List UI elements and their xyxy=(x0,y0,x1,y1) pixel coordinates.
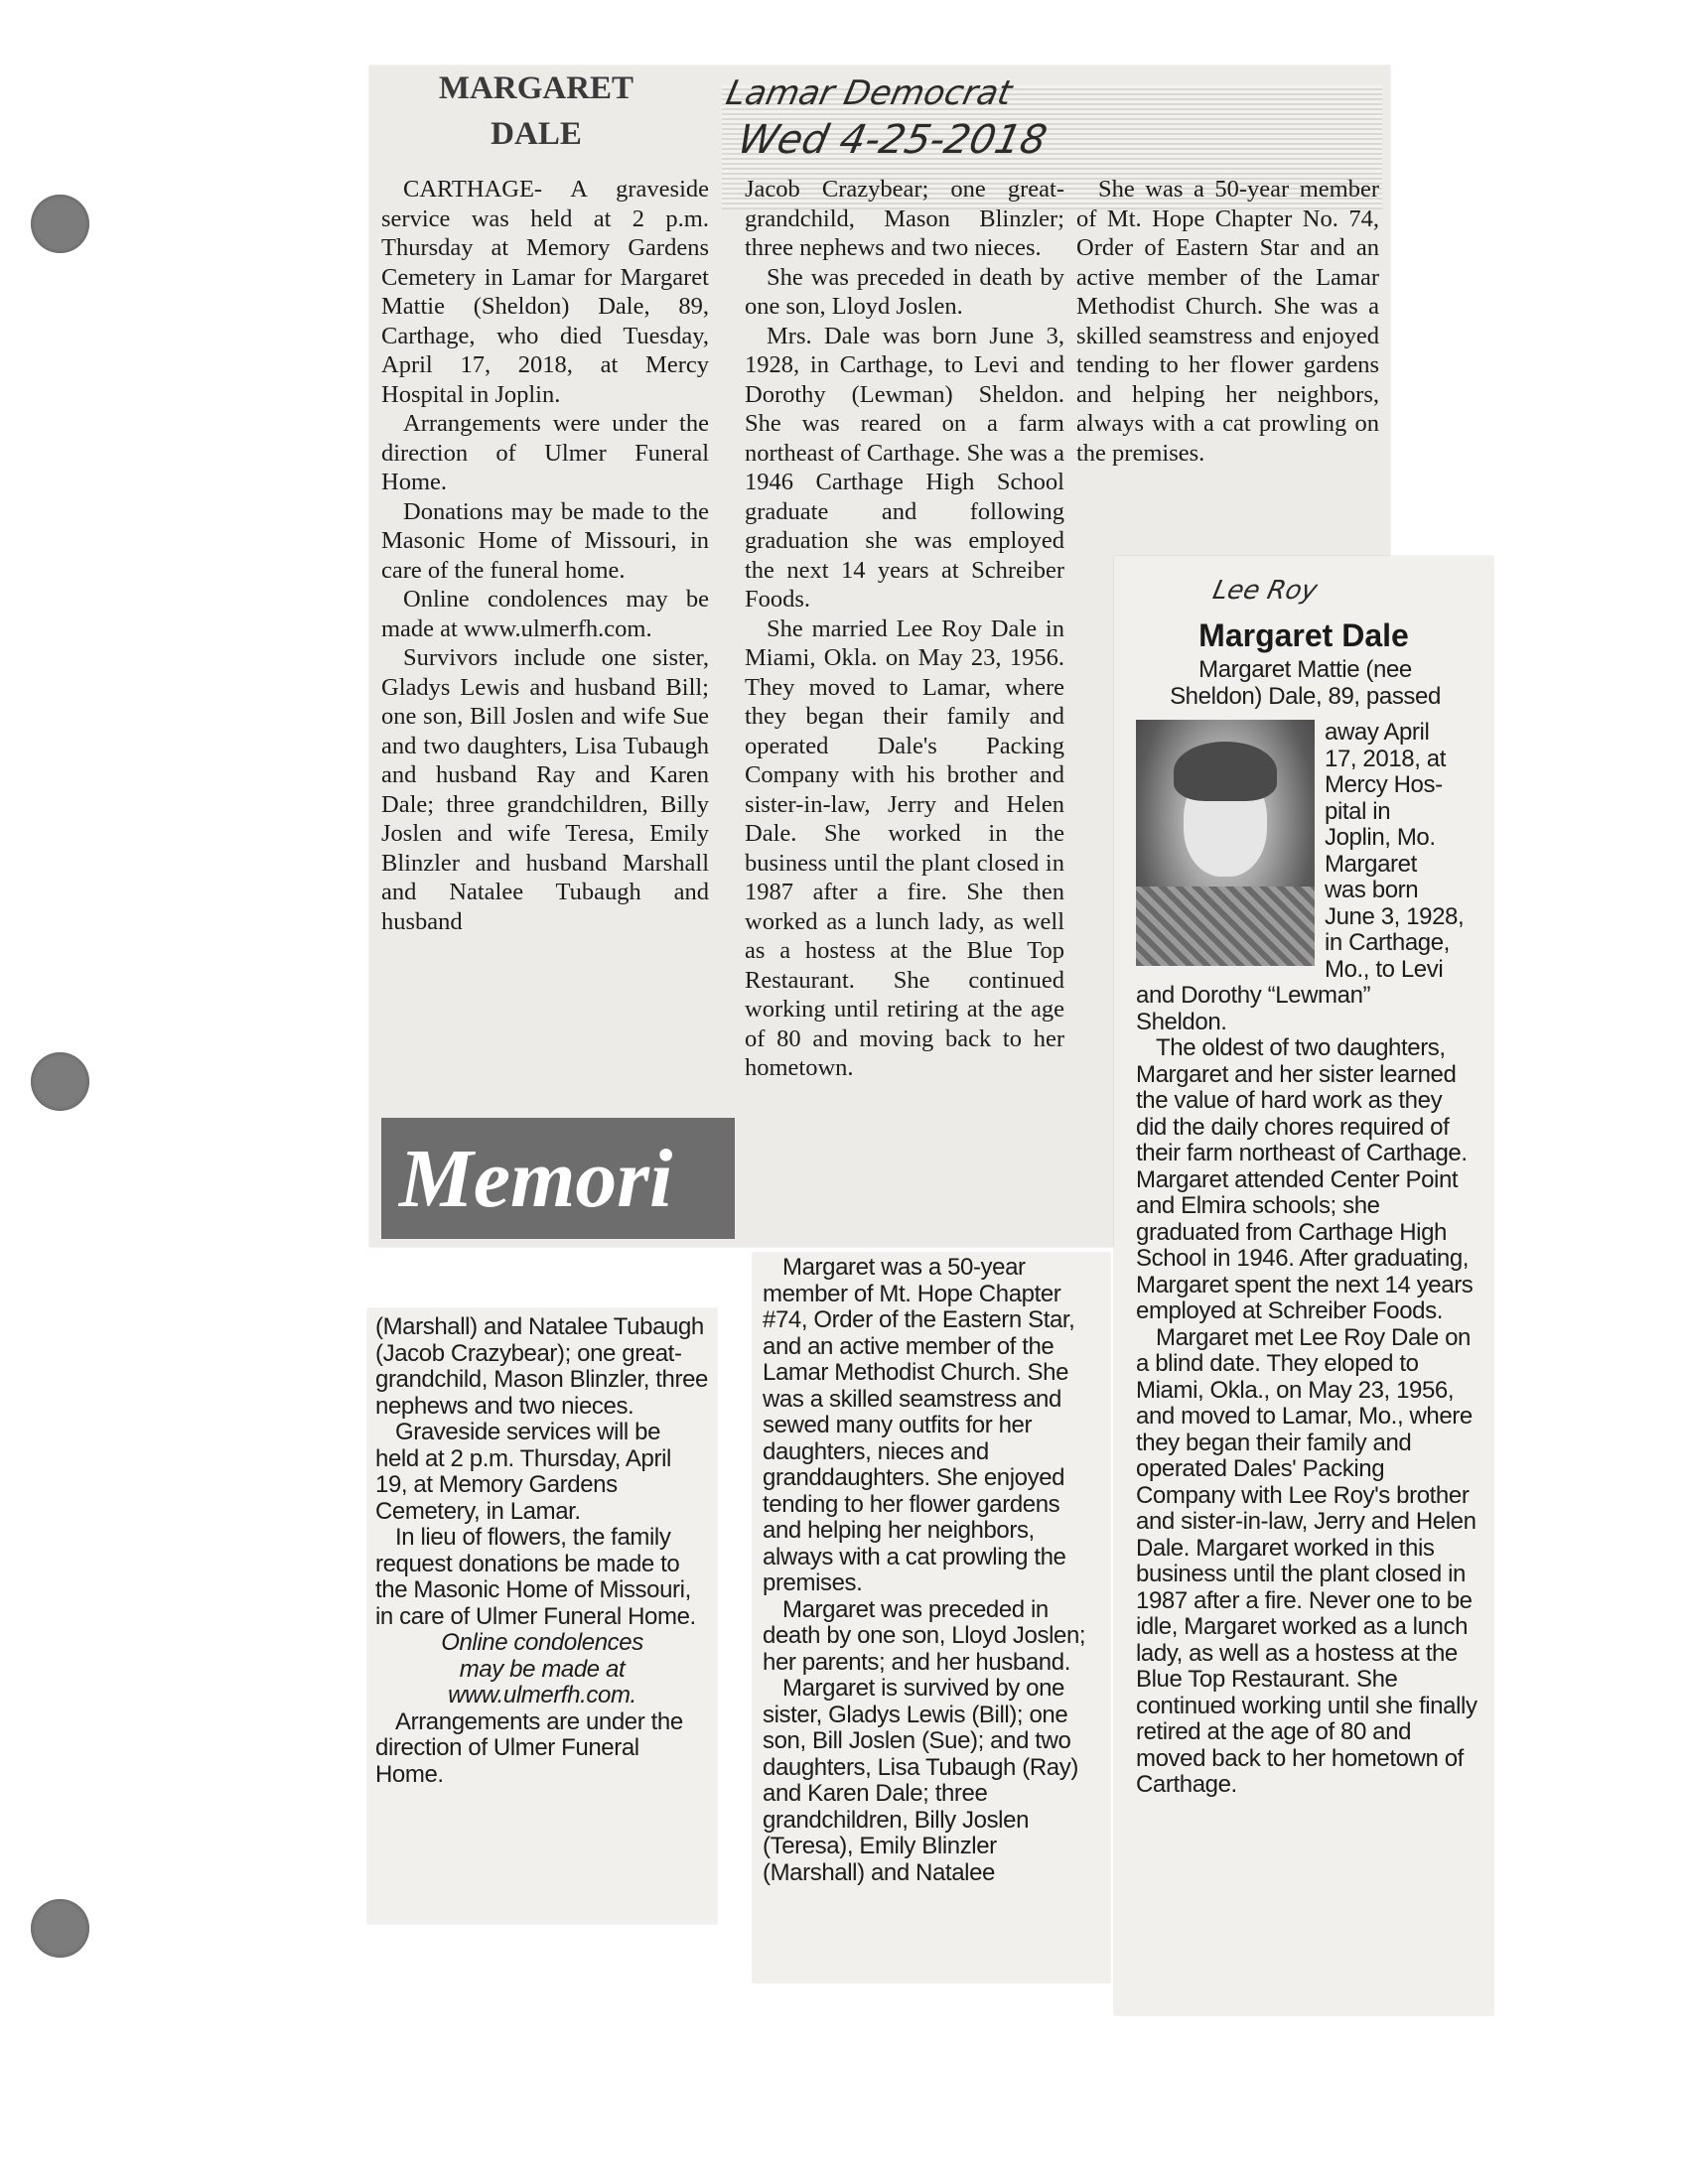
binder-hole-bottom xyxy=(31,1899,89,1958)
paragraph: In lieu of flowers, the family request donations be made to the Masonic Home of Missouri, in care of Ulmer Funeral Home. xyxy=(375,1524,696,1630)
memorial-banner xyxy=(381,1118,735,1239)
paragraph: (Marshall) and Natalee Tubaugh (Jacob Crazybear); one great-grandchild, Mason Blinzler, three nephews and two nieces. xyxy=(375,1313,708,1420)
text-line: Mercy Hos- xyxy=(1325,771,1443,798)
intro-line: Margaret Mattie (nee xyxy=(1198,656,1412,683)
text-line: in Carthage, xyxy=(1325,929,1450,956)
paragraph: Survivors include one sister, Gladys Lewis and husband Bill; one son, Bill Joslen and wife Sue and two daughters, Lisa Tubaugh and husband Ray and Karen Dale; three grandchildren, Billy Joslen and wife Teresa, Emily Blinzler and husband Marshall and Natalee Tubaugh and husband xyxy=(381,644,709,935)
clipping-continuation-left xyxy=(367,1308,717,1924)
binder-hole-top xyxy=(31,195,89,253)
memorial-banner-text: Memori xyxy=(399,1133,673,1225)
binder-hole-middle xyxy=(31,1052,89,1111)
text-line: Mo., to Levi xyxy=(1325,955,1444,983)
text-line: Sheldon. xyxy=(1136,1008,1227,1035)
continuation-column-left xyxy=(375,1314,709,1788)
clipping-continuation-middle xyxy=(753,1253,1110,1982)
paragraph: Margaret met Lee Roy Dale on a blind date. They eloped to Miami, Okla., on May 23, 1956, and moved to Lamar, Mo., where they began their family and operated Dales' Packing Company with Lee Roy's brother and sister-in-law, Jerry and Helen Dale. Margaret worked in this business until the plant closed in 1987 after a fire. Never one to be idle, Margaret worked as a lunch lady, as well as a hostess at the Blue Top Restaurant. She continued working until she finally retired at the age of 80 and moved back to her hometown of Carthage. xyxy=(1136,1323,1477,1798)
portrait-photo xyxy=(1136,720,1315,966)
paragraph: Donations may be made to the Masonic Home of Missouri, in care of the funeral home. xyxy=(381,497,709,584)
continuation-column-middle xyxy=(763,1255,1100,1886)
paragraph: She was preceded in death by one son, Lloyd Joslen. xyxy=(745,263,1064,320)
handwritten-note: Lee Roy xyxy=(1209,576,1321,606)
paragraph: CARTHAGE- A graveside service was held at 2 p.m. Thursday at Memory Gardens Cemetery in Lamar for Margaret Mattie (Sheldon) Dale, 89, Carthage, who died Tuesday, April 17, 2018, at Mercy Hospital in Joplin. xyxy=(381,176,709,408)
text-line: pital in xyxy=(1325,797,1391,825)
obituary-column-3 xyxy=(1076,175,1379,468)
paragraph: She was a 50-year member of Mt. Hope Chapter No. 74, Order of Eastern Star and an active member of the Lamar Methodist Church. She was a skilled seamstress and enjoyed tending to her flower gardens and helping her neighbors, always with a cat prowling on the premises. xyxy=(1076,176,1379,467)
obituary-column-1 xyxy=(381,175,709,936)
text-line: 17, 2018, at xyxy=(1325,745,1446,772)
text-line: was born xyxy=(1325,877,1419,903)
clipping-photo-obituary xyxy=(1114,556,1493,2015)
paragraph: Jacob Crazybear; one great-grandchild, Mason Blinzler; three nephews and two nieces. xyxy=(745,176,1064,261)
intro-line: Sheldon) Dale, 89, passed xyxy=(1170,682,1441,710)
obituary-headline: Margaret Dale xyxy=(1198,617,1409,653)
headline xyxy=(397,66,675,157)
handwritten-date: Wed 4-25-2018 xyxy=(734,117,1052,163)
paragraph: The oldest of two daughters, Margaret and her sister learned the value of hard work as they did the daily chores required of their farm northeast of Carthage. Margaret attended Center Point and Elmira schools; she graduated from Carthage High School in 1946. After graduating, Margaret spent the next 14 years employed at Schreiber Foods. xyxy=(1136,1034,1474,1324)
online-condolences-url: www.ulmerfh.com. xyxy=(448,1682,636,1708)
obituary-column-2 xyxy=(745,175,1064,1083)
text-line: June 3, 1928, xyxy=(1325,902,1465,930)
beside-photo-text xyxy=(1325,720,1483,983)
obituary-body xyxy=(1136,983,1478,1799)
paragraph: Graveside services will be held at 2 p.m. Thursday, April 19, at Memory Gardens Cemetery, in Lamar. xyxy=(375,1419,671,1525)
text-line: Joplin, Mo. xyxy=(1325,824,1436,851)
paragraph: She married Lee Roy Dale in Miami, Okla. on May 23, 1956. They moved to Lamar, where they began their family and operated Dale's Packing Company with his brother and sister-in-law, Jerry and Helen Dale. She worked in the business until the plant closed in 1987 after a fire. She then worked as a lunch lady, as well as a hostess at the Blue Top Restaurant. She continued working until retiring at the age of 80 and moving back to her hometown. xyxy=(745,614,1064,1081)
text-line: away April xyxy=(1325,719,1430,746)
obituary-intro xyxy=(1134,657,1477,710)
paragraph: Margaret is survived by one sister, Gladys Lewis (Bill); one son, Bill Joslen (Sue); and two daughters, Lisa Tubaugh (Ray) and Karen Dale; three grandchildren, Billy Joslen (Teresa), Emily Blinzler (Marshall) and Natalee xyxy=(763,1675,1078,1886)
headline-line-2: DALE xyxy=(491,116,582,152)
text-line: and Dorothy “Lewman” xyxy=(1136,982,1371,1009)
online-condolences-line: may be made at xyxy=(459,1655,626,1683)
paragraph: Margaret was a 50-year member of Mt. Hope Chapter #74, Order of the Eastern Star, and an active member of the Lamar Methodist Church. She was a skilled seamstress and sewed many outfits for her daughters, nieces and granddaughters. She enjoyed tending to her flower gardens and helping her neighbors, always with a cat prowling the premises. xyxy=(763,1254,1075,1596)
paragraph: Arrangements are under the direction of Ulmer Funeral Home. xyxy=(375,1707,683,1788)
portrait-hair xyxy=(1174,742,1277,801)
paragraph: Margaret was preceded in death by one son, Lloyd Joslen; her parents; and her husband. xyxy=(763,1595,1086,1676)
online-condolences-line: Online condolences xyxy=(441,1629,643,1656)
paragraph: Mrs. Dale was born June 3, 1928, in Carthage, to Levi and Dorothy (Lewman) Sheldon. She was reared on a farm northeast of Carthage. She was a 1946 Carthage High School graduate and following graduation she was employed the next 14 years at Schreiber Foods. xyxy=(745,322,1064,613)
portrait-clothing xyxy=(1136,887,1315,966)
paragraph: Online condolences may be made at www.ulmerfh.com. xyxy=(381,586,709,642)
handwritten-paper-name: Lamar Democrat xyxy=(722,73,1016,113)
paragraph: Arrangements were under the direction of Ulmer Funeral Home. xyxy=(381,410,709,495)
text-line: Margaret xyxy=(1325,850,1417,878)
headline-line-1: MARGARET xyxy=(438,70,634,106)
